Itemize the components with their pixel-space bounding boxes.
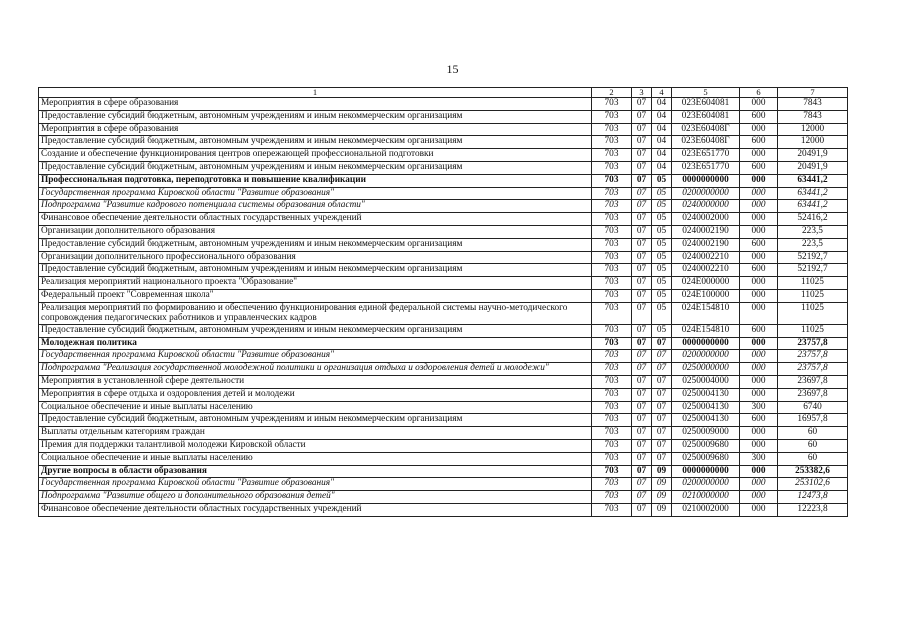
row-department-code: 703 xyxy=(592,401,632,414)
row-department-code: 703 xyxy=(592,375,632,388)
row-amount: 253102,6 xyxy=(778,478,848,491)
row-subsection-code: 07 xyxy=(652,427,672,440)
row-expense-type: 000 xyxy=(740,503,778,516)
row-target-article: 024E100000 xyxy=(672,289,740,302)
row-department-code: 703 xyxy=(592,350,632,363)
table-row xyxy=(39,414,848,427)
row-section-code: 07 xyxy=(632,174,652,187)
row-expense-type: 000 xyxy=(740,174,778,187)
row-amount: 11025 xyxy=(778,289,848,302)
row-name: Предоставление субсидий бюджетным, автономным учреждениям и иным некоммерческим организациям xyxy=(39,414,592,427)
row-department-code: 703 xyxy=(592,491,632,504)
table-row xyxy=(39,110,848,123)
row-name: Организации дополнительного профессионального образования xyxy=(39,251,592,264)
row-expense-type: 000 xyxy=(740,277,778,290)
row-expense-type: 000 xyxy=(740,388,778,401)
table-row xyxy=(39,238,848,251)
row-section-code: 07 xyxy=(632,452,652,465)
header-col-7: 7 xyxy=(778,88,848,98)
row-name: Предоставление субсидий бюджетным, автономным учреждениям и иным некоммерческим организациям xyxy=(39,264,592,277)
row-name: Подпрограмма "Развитие общего и дополнительного образования детей" xyxy=(39,491,592,504)
row-expense-type: 000 xyxy=(740,187,778,200)
row-name: Другие вопросы в области образования xyxy=(39,465,592,478)
row-amount: 52192,7 xyxy=(778,264,848,277)
row-department-code: 703 xyxy=(592,478,632,491)
table-header-row xyxy=(39,88,848,98)
row-subsection-code: 09 xyxy=(652,491,672,504)
row-name: Мероприятия в сфере образования xyxy=(39,123,592,136)
row-expense-type: 000 xyxy=(740,363,778,376)
row-expense-type: 600 xyxy=(740,238,778,251)
row-amount: 23757,8 xyxy=(778,363,848,376)
row-expense-type: 600 xyxy=(740,136,778,149)
row-section-code: 07 xyxy=(632,98,652,111)
row-section-code: 07 xyxy=(632,427,652,440)
row-target-article: 0250009680 xyxy=(672,439,740,452)
row-department-code: 703 xyxy=(592,136,632,149)
table-row xyxy=(39,375,848,388)
table-row xyxy=(39,427,848,440)
row-target-article: 024E154810 xyxy=(672,324,740,337)
row-name: Выплаты отдельным категориям граждан xyxy=(39,427,592,440)
table-body xyxy=(39,98,848,517)
row-target-article: 0000000000 xyxy=(672,337,740,350)
row-name: Федеральный проект "Современная школа" xyxy=(39,289,592,302)
row-section-code: 07 xyxy=(632,277,652,290)
row-expense-type: 000 xyxy=(740,350,778,363)
row-subsection-code: 05 xyxy=(652,302,672,324)
row-target-article: 0250004130 xyxy=(672,388,740,401)
row-expense-type: 000 xyxy=(740,439,778,452)
row-name: Мероприятия в установленной сфере деятельности xyxy=(39,375,592,388)
row-subsection-code: 07 xyxy=(652,388,672,401)
row-section-code: 07 xyxy=(632,503,652,516)
row-subsection-code: 05 xyxy=(652,225,672,238)
row-amount: 7843 xyxy=(778,110,848,123)
table-row xyxy=(39,324,848,337)
row-amount: 12223,8 xyxy=(778,503,848,516)
row-expense-type: 000 xyxy=(740,491,778,504)
row-amount: 16957,8 xyxy=(778,414,848,427)
table-row xyxy=(39,452,848,465)
table-row xyxy=(39,478,848,491)
row-subsection-code: 05 xyxy=(652,251,672,264)
header-col-5: 5 xyxy=(672,88,740,98)
row-subsection-code: 09 xyxy=(652,503,672,516)
row-target-article: 0250004000 xyxy=(672,375,740,388)
table-row xyxy=(39,503,848,516)
row-target-article: 0250009680 xyxy=(672,452,740,465)
row-subsection-code: 07 xyxy=(652,337,672,350)
row-amount: 7843 xyxy=(778,98,848,111)
row-subsection-code: 07 xyxy=(652,350,672,363)
row-section-code: 07 xyxy=(632,302,652,324)
row-department-code: 703 xyxy=(592,238,632,251)
budget-table xyxy=(38,87,848,517)
row-name: Государственная программа Кировской области "Развитие образования" xyxy=(39,478,592,491)
row-amount: 63441,2 xyxy=(778,187,848,200)
row-target-article: 023E651770 xyxy=(672,161,740,174)
row-subsection-code: 09 xyxy=(652,465,672,478)
table-row xyxy=(39,200,848,213)
row-name: Предоставление субсидий бюджетным, автономным учреждениям и иным некоммерческим организациям xyxy=(39,238,592,251)
row-target-article: 023E604081 xyxy=(672,110,740,123)
row-subsection-code: 04 xyxy=(652,149,672,162)
header-col-2: 2 xyxy=(592,88,632,98)
table-row xyxy=(39,277,848,290)
row-department-code: 703 xyxy=(592,187,632,200)
row-name: Социальное обеспечение и иные выплаты населению xyxy=(39,401,592,414)
row-department-code: 703 xyxy=(592,149,632,162)
row-amount: 223,5 xyxy=(778,238,848,251)
row-department-code: 703 xyxy=(592,289,632,302)
row-name: Социальное обеспечение и иные выплаты населению xyxy=(39,452,592,465)
row-name: Премия для поддержки талантливой молодежи Кировской области xyxy=(39,439,592,452)
row-target-article: 0240002190 xyxy=(672,225,740,238)
row-amount: 60 xyxy=(778,427,848,440)
row-department-code: 703 xyxy=(592,213,632,226)
header-col-3: 3 xyxy=(632,88,652,98)
row-section-code: 07 xyxy=(632,350,652,363)
row-target-article: 0250004130 xyxy=(672,401,740,414)
row-section-code: 07 xyxy=(632,110,652,123)
row-target-article: 023E651770 xyxy=(672,149,740,162)
row-amount: 12473,8 xyxy=(778,491,848,504)
row-target-article: 0200000000 xyxy=(672,187,740,200)
row-department-code: 703 xyxy=(592,264,632,277)
row-section-code: 07 xyxy=(632,149,652,162)
row-target-article: 0240002000 xyxy=(672,213,740,226)
table-row xyxy=(39,302,848,324)
row-department-code: 703 xyxy=(592,277,632,290)
row-section-code: 07 xyxy=(632,491,652,504)
row-expense-type: 000 xyxy=(740,302,778,324)
row-subsection-code: 05 xyxy=(652,289,672,302)
row-amount: 12000 xyxy=(778,136,848,149)
row-name: Государственная программа Кировской области "Развитие образования" xyxy=(39,350,592,363)
table-row xyxy=(39,136,848,149)
row-target-article: 024E154810 xyxy=(672,302,740,324)
row-department-code: 703 xyxy=(592,414,632,427)
row-name: Предоставление субсидий бюджетным, автономным учреждениям и иным некоммерческим организациям xyxy=(39,324,592,337)
row-department-code: 703 xyxy=(592,251,632,264)
row-subsection-code: 05 xyxy=(652,187,672,200)
header-col-4: 4 xyxy=(652,88,672,98)
row-department-code: 703 xyxy=(592,174,632,187)
row-expense-type: 000 xyxy=(740,427,778,440)
row-subsection-code: 07 xyxy=(652,401,672,414)
row-amount: 60 xyxy=(778,452,848,465)
row-target-article: 0240002190 xyxy=(672,238,740,251)
row-subsection-code: 04 xyxy=(652,123,672,136)
row-target-article: 0210000000 xyxy=(672,491,740,504)
row-target-article: 0000000000 xyxy=(672,465,740,478)
table-row xyxy=(39,401,848,414)
row-amount: 20491,9 xyxy=(778,161,848,174)
row-subsection-code: 09 xyxy=(652,478,672,491)
table-row xyxy=(39,98,848,111)
row-subsection-code: 05 xyxy=(652,324,672,337)
row-expense-type: 000 xyxy=(740,213,778,226)
row-department-code: 703 xyxy=(592,388,632,401)
row-expense-type: 600 xyxy=(740,161,778,174)
row-expense-type: 000 xyxy=(740,225,778,238)
row-department-code: 703 xyxy=(592,465,632,478)
row-section-code: 07 xyxy=(632,478,652,491)
row-name: Создание и обеспечение функционирования центров опережающей профессиональной подготовки xyxy=(39,149,592,162)
row-subsection-code: 04 xyxy=(652,161,672,174)
row-subsection-code: 04 xyxy=(652,110,672,123)
row-amount: 52416,2 xyxy=(778,213,848,226)
table-row xyxy=(39,251,848,264)
table-row xyxy=(39,388,848,401)
row-department-code: 703 xyxy=(592,123,632,136)
row-target-article: 0250004130 xyxy=(672,414,740,427)
row-subsection-code: 05 xyxy=(652,277,672,290)
row-amount: 12000 xyxy=(778,123,848,136)
row-section-code: 07 xyxy=(632,375,652,388)
row-section-code: 07 xyxy=(632,439,652,452)
row-expense-type: 600 xyxy=(740,110,778,123)
row-amount: 6740 xyxy=(778,401,848,414)
table-row xyxy=(39,264,848,277)
row-department-code: 703 xyxy=(592,324,632,337)
row-name: Реализация мероприятий по формированию и обеспечению функционирования единой федеральной системы научно-методического сопровождения педагогических работников и управленческих кадров xyxy=(39,302,592,324)
row-department-code: 703 xyxy=(592,452,632,465)
row-expense-type: 000 xyxy=(740,478,778,491)
row-target-article: 0240002210 xyxy=(672,251,740,264)
table-row xyxy=(39,213,848,226)
row-subsection-code: 05 xyxy=(652,264,672,277)
row-amount: 23757,8 xyxy=(778,337,848,350)
row-subsection-code: 07 xyxy=(652,452,672,465)
row-subsection-code: 05 xyxy=(652,238,672,251)
row-amount: 11025 xyxy=(778,277,848,290)
row-target-article: 0240000000 xyxy=(672,200,740,213)
table-row xyxy=(39,350,848,363)
row-expense-type: 000 xyxy=(740,98,778,111)
row-section-code: 07 xyxy=(632,465,652,478)
row-target-article: 0210002000 xyxy=(672,503,740,516)
row-department-code: 703 xyxy=(592,363,632,376)
row-subsection-code: 07 xyxy=(652,375,672,388)
row-section-code: 07 xyxy=(632,337,652,350)
row-expense-type: 000 xyxy=(740,289,778,302)
page-number: 15 xyxy=(446,62,459,76)
row-name: Финансовое обеспечение деятельности областных государственных учреждений xyxy=(39,213,592,226)
row-expense-type: 300 xyxy=(740,452,778,465)
row-name: Предоставление субсидий бюджетным, автономным учреждениям и иным некоммерческим организациям xyxy=(39,136,592,149)
row-section-code: 07 xyxy=(632,213,652,226)
row-subsection-code: 07 xyxy=(652,414,672,427)
row-section-code: 07 xyxy=(632,324,652,337)
row-department-code: 703 xyxy=(592,225,632,238)
row-target-article: 023E604081 xyxy=(672,98,740,111)
row-department-code: 703 xyxy=(592,503,632,516)
row-amount: 23757,8 xyxy=(778,350,848,363)
row-subsection-code: 07 xyxy=(652,363,672,376)
row-name: Молодежная политика xyxy=(39,337,592,350)
row-section-code: 07 xyxy=(632,363,652,376)
row-expense-type: 000 xyxy=(740,375,778,388)
row-subsection-code: 05 xyxy=(652,200,672,213)
row-subsection-code: 04 xyxy=(652,98,672,111)
row-amount: 60 xyxy=(778,439,848,452)
row-section-code: 07 xyxy=(632,187,652,200)
row-name: Профессиональная подготовка, переподготовка и повышение квалификации xyxy=(39,174,592,187)
row-section-code: 07 xyxy=(632,136,652,149)
row-target-article: 0250000000 xyxy=(672,363,740,376)
row-subsection-code: 05 xyxy=(652,174,672,187)
row-section-code: 07 xyxy=(632,289,652,302)
row-amount: 223,5 xyxy=(778,225,848,238)
header-col-1: 1 xyxy=(39,88,592,98)
row-department-code: 703 xyxy=(592,110,632,123)
row-section-code: 07 xyxy=(632,388,652,401)
row-section-code: 07 xyxy=(632,123,652,136)
row-expense-type: 600 xyxy=(740,264,778,277)
table-row xyxy=(39,161,848,174)
row-expense-type: 300 xyxy=(740,401,778,414)
row-target-article: 023E60408Г xyxy=(672,123,740,136)
table-row xyxy=(39,465,848,478)
table-row xyxy=(39,337,848,350)
row-expense-type: 000 xyxy=(740,251,778,264)
row-name: Мероприятия в сфере образования xyxy=(39,98,592,111)
row-name: Государственная программа Кировской области "Развитие образования" xyxy=(39,187,592,200)
table-row xyxy=(39,123,848,136)
row-subsection-code: 04 xyxy=(652,136,672,149)
row-expense-type: 000 xyxy=(740,200,778,213)
row-subsection-code: 07 xyxy=(652,439,672,452)
row-expense-type: 000 xyxy=(740,123,778,136)
row-target-article: 024E000000 xyxy=(672,277,740,290)
row-target-article: 0200000000 xyxy=(672,478,740,491)
row-amount: 63441,2 xyxy=(778,200,848,213)
row-name: Предоставление субсидий бюджетным, автономным учреждениям и иным некоммерческим организациям xyxy=(39,110,592,123)
row-subsection-code: 05 xyxy=(652,213,672,226)
row-target-article: 0200000000 xyxy=(672,350,740,363)
row-name: Подпрограмма "Реализация государственной молодежной политики и организация отдыха и оздоровления детей и молодежи" xyxy=(39,363,592,376)
row-department-code: 703 xyxy=(592,200,632,213)
row-section-code: 07 xyxy=(632,200,652,213)
table-row xyxy=(39,491,848,504)
row-name: Организации дополнительного образования xyxy=(39,225,592,238)
row-section-code: 07 xyxy=(632,161,652,174)
table-row xyxy=(39,225,848,238)
row-amount: 23697,8 xyxy=(778,388,848,401)
row-amount: 20491,9 xyxy=(778,149,848,162)
row-section-code: 07 xyxy=(632,401,652,414)
header-col-6: 6 xyxy=(740,88,778,98)
table-row xyxy=(39,363,848,376)
table-row xyxy=(39,174,848,187)
row-expense-type: 000 xyxy=(740,465,778,478)
row-amount: 11025 xyxy=(778,302,848,324)
row-expense-type: 000 xyxy=(740,337,778,350)
row-section-code: 07 xyxy=(632,414,652,427)
row-expense-type: 600 xyxy=(740,324,778,337)
row-department-code: 703 xyxy=(592,439,632,452)
row-section-code: 07 xyxy=(632,264,652,277)
row-name: Мероприятия в сфере отдыха и оздоровления детей и молодежи xyxy=(39,388,592,401)
row-department-code: 703 xyxy=(592,427,632,440)
row-department-code: 703 xyxy=(592,337,632,350)
row-target-article: 0250009000 xyxy=(672,427,740,440)
row-amount: 63441,2 xyxy=(778,174,848,187)
row-target-article: 023E60408Г xyxy=(672,136,740,149)
row-amount: 52192,7 xyxy=(778,251,848,264)
row-section-code: 07 xyxy=(632,225,652,238)
row-amount: 23697,8 xyxy=(778,375,848,388)
row-name: Финансовое обеспечение деятельности областных государственных учреждений xyxy=(39,503,592,516)
row-expense-type: 600 xyxy=(740,414,778,427)
table-row xyxy=(39,149,848,162)
table-row xyxy=(39,289,848,302)
row-name: Предоставление субсидий бюджетным, автономным учреждениям и иным некоммерческим организациям xyxy=(39,161,592,174)
row-target-article: 0240002210 xyxy=(672,264,740,277)
table-row xyxy=(39,439,848,452)
table-row xyxy=(39,187,848,200)
row-name: Подпрограмма "Развитие кадрового потенциала системы образования области" xyxy=(39,200,592,213)
row-expense-type: 000 xyxy=(740,149,778,162)
row-name: Реализация мероприятий национального проекта "Образование" xyxy=(39,277,592,290)
row-amount: 253382,6 xyxy=(778,465,848,478)
row-section-code: 07 xyxy=(632,251,652,264)
row-department-code: 703 xyxy=(592,161,632,174)
row-department-code: 703 xyxy=(592,98,632,111)
row-amount: 11025 xyxy=(778,324,848,337)
row-section-code: 07 xyxy=(632,238,652,251)
row-department-code: 703 xyxy=(592,302,632,324)
row-target-article: 0000000000 xyxy=(672,174,740,187)
